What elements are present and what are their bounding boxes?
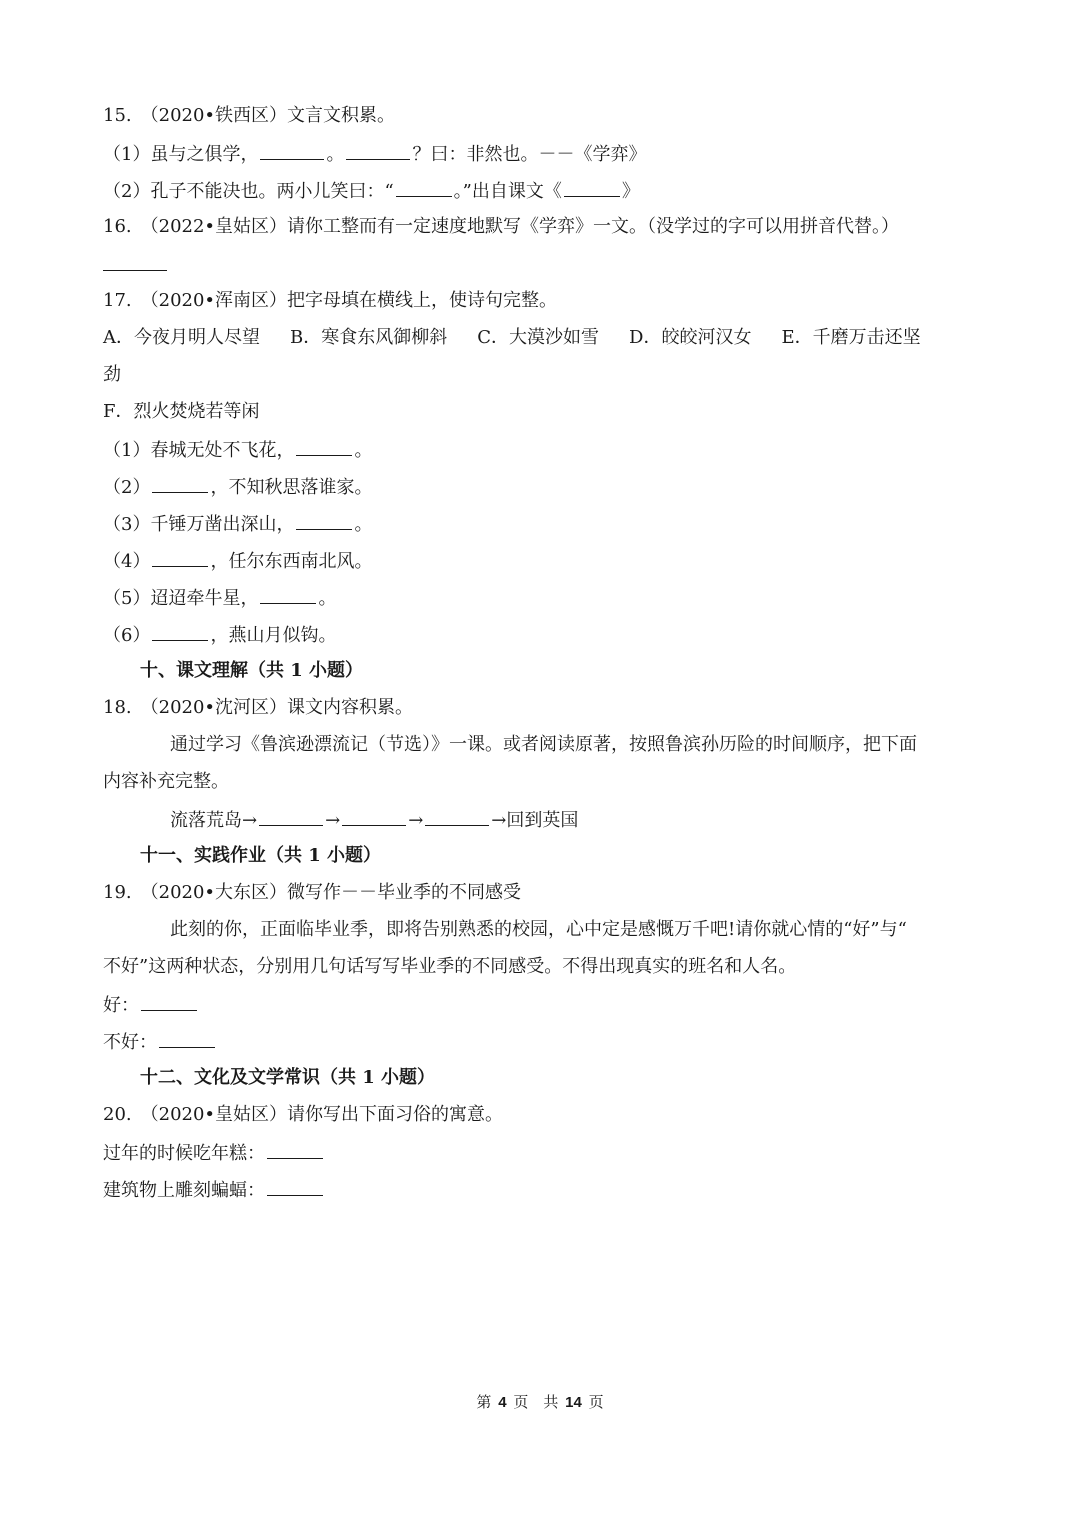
q17-item-post: ，任尔东西南北风。 [210, 551, 373, 572]
q17-option-b: B．寒食东风御柳斜 [290, 327, 448, 348]
q17-item-post: ，不知秋思落谁家。 [210, 477, 373, 498]
q15-sub1 [103, 141, 980, 167]
q19-good-label: 好： [103, 995, 139, 1016]
current-page: 4 [498, 1394, 507, 1411]
q20-a-label: 过年的时候吃年糕： [103, 1143, 265, 1164]
answer-blank[interactable] [346, 141, 410, 160]
section-heading-11: 十一、实践作业（共 1 小题） [140, 845, 382, 866]
q19-good [103, 992, 980, 1018]
q15-s1-text-b: 。 [326, 144, 345, 165]
answer-blank[interactable] [152, 548, 208, 567]
q17-item-pre: （2） [103, 477, 151, 498]
q17-option-a: A．今夜月明人尽望 [103, 327, 260, 348]
q17-option-f: F．烈火焚烧若等闲 [103, 401, 260, 422]
q17-item-post: ，燕山月似钩。 [210, 625, 337, 646]
arrow-icon: → [491, 810, 507, 831]
q18-title: 18. （2020•沈河区）课文内容积累。 [103, 697, 414, 718]
q15-s1-text-c: ？曰：非然也。－－《学弈》 [412, 144, 647, 165]
q20-b-label: 建筑物上雕刻蝙蝠： [103, 1180, 265, 1201]
answer-blank[interactable] [260, 585, 316, 604]
q17-item-2 [103, 474, 980, 500]
q16-title: 16. （2022•皇姑区）请你工整而有一定速度地默写《学弈》一文。（没学过的字可以用拼音代替。） [103, 216, 900, 237]
footer-pre: 第 [476, 1393, 492, 1411]
answer-blank[interactable] [296, 511, 352, 530]
arrow-icon: → [408, 810, 424, 831]
q18-flow [170, 807, 980, 833]
answer-blank[interactable] [267, 1140, 323, 1159]
q18-flow-end: 回到英国 [506, 810, 579, 831]
q19-body-2: 不好”这两种状态，分别用几句话写写毕业季的不同感受。不得出现真实的班名和人名。 [103, 956, 797, 977]
q19-bad [103, 1029, 980, 1055]
answer-blank[interactable] [152, 474, 208, 493]
answer-blank[interactable] [396, 178, 452, 197]
answer-blank[interactable] [260, 141, 324, 160]
q19-title: 19. （2020•大东区）微写作－－毕业季的不同感受 [103, 882, 522, 903]
answer-blank[interactable] [564, 178, 620, 197]
q15-title: 15. （2020•铁西区）文言文积累。 [103, 105, 396, 126]
q17-item-post: 。 [318, 588, 337, 609]
q17-option-e-wrap: 劲 [103, 364, 121, 385]
q17-title: 17. （2020•浑南区）把字母填在横线上，使诗句完整。 [103, 290, 558, 311]
answer-blank[interactable] [103, 252, 167, 271]
answer-blank[interactable] [152, 622, 208, 641]
q15-s1-text-a: （1）虽与之俱学， [103, 144, 259, 165]
q17-item-post: 。 [354, 440, 373, 461]
answer-blank[interactable] [267, 1177, 323, 1196]
answer-blank[interactable] [342, 807, 406, 826]
total-pages: 14 [565, 1394, 582, 1411]
q20-title: 20. （2020•皇姑区）请你写出下面习俗的寓意。 [103, 1104, 504, 1125]
q17-option-e: E．千磨万击还坚 [781, 327, 921, 348]
q17-item-pre: （1）春城无处不飞花， [103, 440, 295, 461]
answer-blank[interactable] [259, 807, 323, 826]
q19-body-1: 此刻的你，正面临毕业季，即将告别熟悉的校园，心中定是感慨万千吧!请你就心情的“好”与“ [170, 919, 907, 940]
q18-body-2: 内容补充完整。 [103, 771, 229, 792]
q15-sub2 [103, 178, 980, 204]
q20-b [103, 1177, 980, 1203]
q17-item-1 [103, 437, 980, 463]
section-heading-12: 十二、文化及文学常识（共 1 小题） [140, 1067, 436, 1088]
q17-item-6 [103, 622, 980, 648]
q17-item-pre: （3）千锤万凿出深山， [103, 514, 295, 535]
q15-s2-text-c: 》 [621, 181, 640, 202]
q20-a [103, 1140, 980, 1166]
q17-item-5 [103, 585, 980, 611]
q15-s2-text-a: （2）孔子不能决也。两小儿笑曰：“ [103, 181, 394, 202]
q17-option-c: C．大漠沙如雪 [477, 327, 600, 348]
q17-item-pre: （4） [103, 551, 151, 572]
q19-bad-label: 不好： [103, 1032, 157, 1053]
q15-s2-text-b: 。”出自课文《 [453, 181, 562, 202]
answer-blank[interactable] [141, 992, 197, 1011]
q17-item-pre: （5）迢迢牵牛星， [103, 588, 259, 609]
answer-blank[interactable] [159, 1029, 215, 1048]
q17-item-4 [103, 548, 980, 574]
q17-option-d: D．皎皎河汉女 [629, 327, 752, 348]
q17-item-pre: （6） [103, 625, 151, 646]
arrow-icon: → [242, 810, 258, 831]
footer-mid: 页 共 [513, 1393, 559, 1411]
q17-item-post: 。 [354, 514, 373, 535]
footer-post: 页 [588, 1393, 604, 1411]
answer-blank[interactable] [296, 437, 352, 456]
q18-body-1: 通过学习《鲁滨逊漂流记（节选）》一课。或者阅读原著，按照鲁滨孙历险的时间顺序，把下面 [170, 734, 917, 755]
q17-options [103, 326, 980, 350]
q17-item-3 [103, 511, 980, 537]
q16-answer-line [103, 252, 980, 278]
section-heading-10: 十、课文理解（共 1 小题） [140, 660, 364, 681]
arrow-icon: → [325, 810, 341, 831]
q18-flow-start: 流落荒岛 [170, 810, 242, 831]
answer-blank[interactable] [425, 807, 489, 826]
page-footer [0, 1392, 1080, 1413]
